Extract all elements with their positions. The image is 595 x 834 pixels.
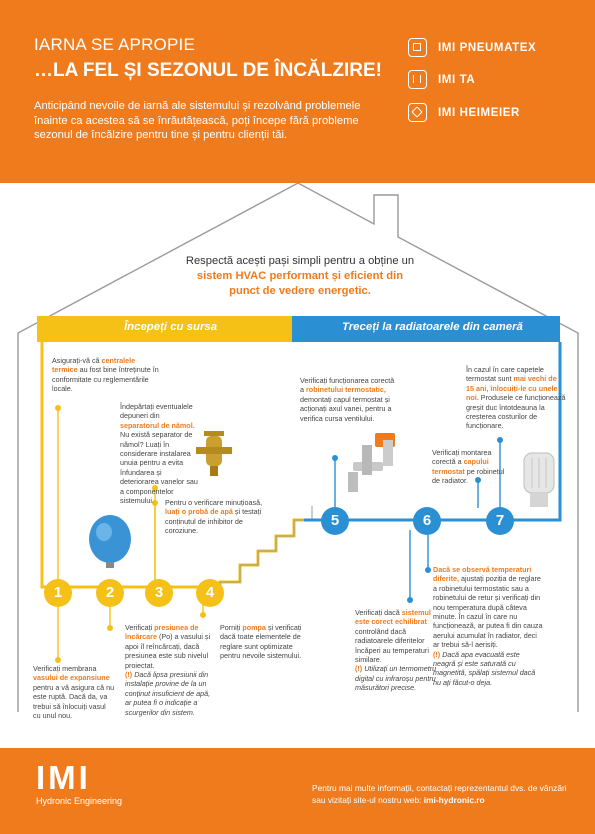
dirt-separator-icon [196, 431, 232, 476]
step-4-badge: 4 [196, 579, 224, 607]
headline-line1: IARNA SE APROPIE [34, 35, 195, 54]
step-6-badge: 6 [413, 507, 441, 535]
imi-logo: IMI [36, 759, 91, 796]
note-thermostatic-valve: Verificați funcționarea corectă a robinetului termostatic, demontați capul termostat și acționați axul vanei, pentru a verifica cursa ventilului. [300, 376, 395, 423]
note-pump: Porniți pompa și verificați dacă toate elementele de reglare sunt optimizate pentru nevoile sistemului. [220, 623, 302, 661]
step-3-badge: 3 [145, 579, 173, 607]
note-temperatures: Dacă se observă temperaturi diferite, ajustați poziția de reglare a robinetului termostatic sau a robinetului de retur și verificați din nou temperatura după câteva minute. În cazul în care nu funcționează, ar putea fi din cauza aerului acumulat în radiator, deci ar trebui să-l aerisiți. (!) Dacă apa evacuată este neagră și este saturată cu magnetită, spălați sistemul dacă nu ați făcut-o deja. [433, 565, 543, 687]
step-2-badge: 2 [96, 579, 124, 607]
note-boiler: Asigurați-vă că centralele termice au fost bine întreținute în conformitate cu reglementările locale. [52, 356, 159, 394]
roof-message-plain: Respectă acești pași simpli pentru a obține un [185, 255, 415, 267]
step-5-badge: 5 [321, 507, 349, 535]
headline-line2: …LA FEL ȘI SEZONUL DE ÎNCĂLZIRE! [34, 60, 382, 81]
note-inhibitor: Pentru o verificare minuțioasă, luați o probă de apă și testați conținutul de inhibitor de coroziune. [165, 498, 263, 536]
website-link[interactable]: imi-hydronic.ro [423, 794, 485, 805]
note-separator: Îndepărtați eventualele depuneri din separatorul de nămol. Nu există separator de nămol? Luați în considerare instalarea unuia pentru a evita înfundarea și deteriorarea vanelor sau a componentelor sistemului. [120, 402, 198, 506]
footer-contact-text: Pentru mai multe informații, contactați reprezentantul dvs. de vânzări sau vizitați site-ul nostru web: imi-hydronic.ro [312, 783, 567, 805]
radiator-band-label: Treceți la radiatoarele din cameră [342, 321, 523, 333]
thermostatic-valve-icon [348, 433, 395, 492]
brand-label: IMI HEIMEIER [438, 106, 520, 119]
expansion-vessel-icon [89, 515, 131, 563]
roof-message [184, 254, 416, 299]
note-old-heads: În cazul în care capetele termostat sunt mai vechi de 15 ani, înlocuiți-le cu unele noi. Produsele ce funcționează greșit duc întotdeauna la creșterea costurilor de funcționare. [466, 365, 566, 431]
roof-message-highlight: sistem HVAC performant și eficient din punct de vedere energetic. [196, 270, 404, 297]
brand-label: IMI PNEUMATEX [438, 41, 537, 54]
thermostatic-head-icon [524, 453, 554, 507]
note-balancing: Verificați dacă sistemul este corect echilibrat controlând dacă radiatoarele diferitelor încăperi au temperaturi similare. (!) Utilizați un termometru digital cu infraroșu pentru măsurători precise. [355, 608, 437, 693]
footer-banner [0, 748, 595, 834]
start-arrow-label: Începeți cu sursa [124, 321, 218, 333]
step-7-badge: 7 [486, 507, 514, 535]
step-1-badge: 1 [44, 579, 72, 607]
brand-label: IMI TA [438, 73, 476, 86]
note-head-mounting: Verificați montarea corectă a capului termostat pe robinetul de radiator. [432, 448, 505, 486]
note-vessel: Verificați membrana vasului de expansiune pentru a vă asigura că nu este ruptă. Dacă da, va trebui să înlocuiți vasul cu unul nou. [33, 664, 115, 721]
imi-logo-subtitle: Hydronic Engineering [36, 796, 123, 806]
note-pressure: Verificați presiunea de încărcare (Po) a vasului și apoi îl reîncărcați, dacă presiunea este sub nivelul proiectat. (!) Dacă lipsa presiunii din instalație provine de la un conținut insuficient de apă, ar putea fi o indicație a scurgerilor din sistem. [125, 623, 211, 717]
intro-paragraph: Anticipând nevoile de iarnă ale sistemului și rezolvând problemele înainte ca acestea să se înrăutățească, poți începe fără probleme sezonul de încălzire pentru tine și pentru clienții tăi. [34, 100, 361, 141]
